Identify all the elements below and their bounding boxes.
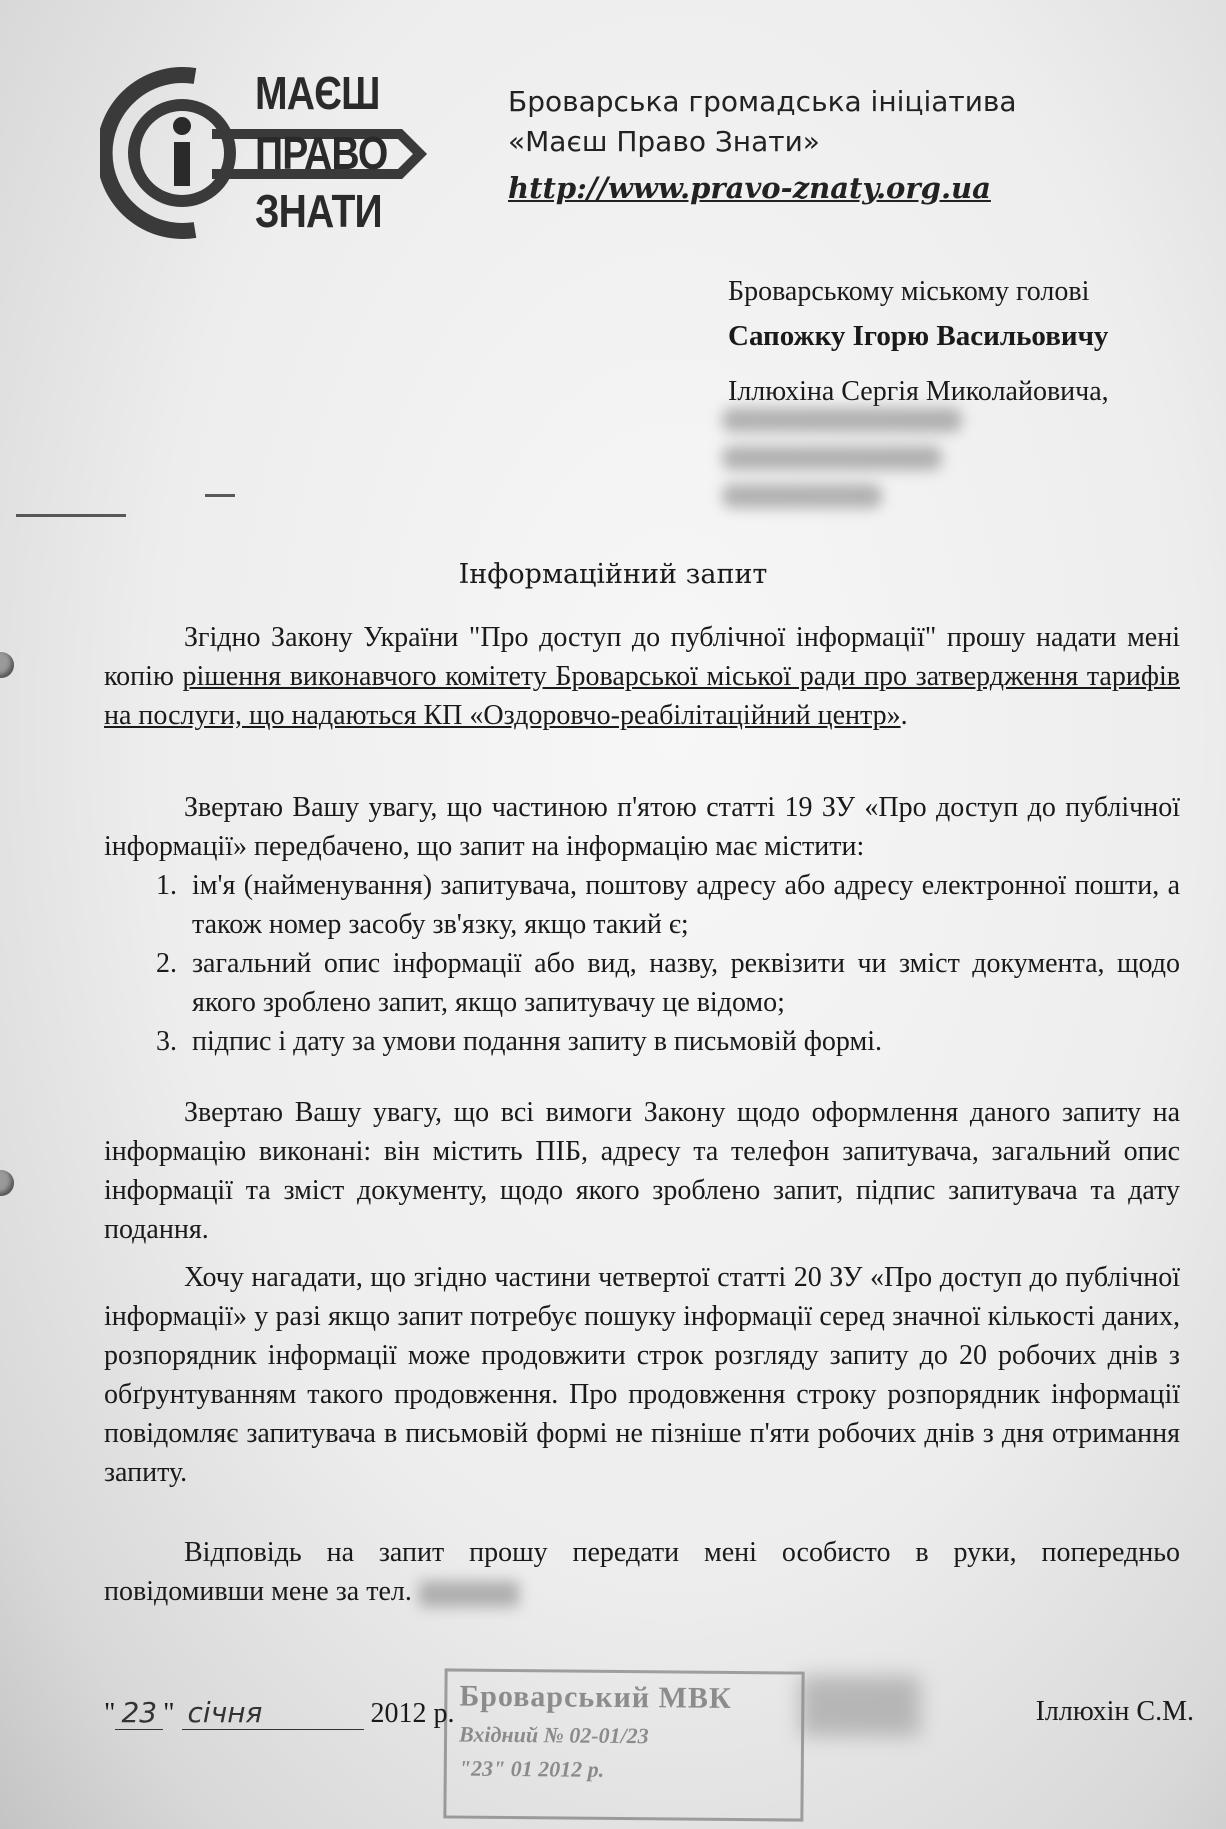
p3-text: Звертаю Вашу увагу, що всі вимоги Закону щодо оформлення даного запиту на інформацію виконані: він містить ПІБ, адресу та телефон запитувача, загальний опис інформації та зміст документу, щодо якого зроблено запит, підпис запитувача та дату подання. — [104, 1097, 1180, 1245]
scan-mark — [205, 494, 235, 497]
date-quote-open: " — [104, 1698, 116, 1729]
org-name-line1: Броварська громадська ініціатива — [508, 85, 1017, 118]
date-day: 23 — [115, 1696, 163, 1730]
list-item: 2. загальний опис інформації або вид, назву, реквізити чи зміст документа, щодо якого зроблено запит, якщо запитувачу це відомо; — [184, 944, 1180, 1022]
stamp-number: Вхідний № 02-01/23 — [458, 1721, 649, 1749]
stamp-title: Броварський МВК — [459, 1679, 732, 1715]
org-website-link[interactable]: http://www.pravo-znaty.org.ua — [508, 171, 991, 205]
date-year: 2012 р. — [370, 1698, 455, 1729]
redacted-address — [722, 408, 962, 522]
requirements-list — [104, 866, 1180, 1061]
addressee-position: Броварському міському голові — [728, 276, 1090, 307]
org-logo — [100, 58, 460, 248]
paragraph-3 — [104, 1093, 1180, 1249]
redacted-phone — [419, 1581, 519, 1607]
paragraph-2 — [104, 788, 1180, 1061]
list-item: 1. ім'я (найменування) запитувача, поштову адресу або адресу електронної пошти, а також номер засобу зв'язку, якщо такий є; — [184, 866, 1180, 944]
redacted-line — [722, 408, 962, 432]
signer-name: Іллюхін С.М. — [1035, 1696, 1194, 1727]
p1-text-a: Згідно Закону України "Про доступ до публічної інформації" прошу надати мені копію — [104, 622, 1180, 692]
addressee-name: Сапожку Ігорю Васильовичу — [728, 320, 1109, 352]
addressee-block — [728, 270, 1109, 414]
stamp-date: "23" 01 2012 р. — [458, 1755, 605, 1782]
registration-stamp — [443, 1668, 804, 1821]
list-item: 3. підпис і дату за умови подання запиту в письмовій формі. — [184, 1022, 1180, 1061]
punch-hole — [0, 652, 14, 678]
p5-text: Відповідь на запит прошу передати мені особисто в руки, попередньо повідомивши мене за тел. — [104, 1537, 1180, 1607]
p1-text-b: . — [900, 700, 908, 731]
letter-date — [104, 1696, 455, 1730]
p2-text: Звертаю Вашу увагу, що частиною п'ятою статті 19 ЗУ «Про доступ до публічної інформації» передбачено, що запит на інформацію має містити: — [104, 792, 1180, 862]
paragraph-4 — [104, 1258, 1180, 1492]
scan-mark — [16, 514, 126, 517]
redacted-line — [722, 446, 942, 470]
logo-word-2: ПРАВО — [255, 127, 388, 179]
p4-text: Хочу нагадати, що згідно частини четвертої статті 20 ЗУ «Про доступ до публічної інформації» у разі якщо запит потребує пошуку інформації серед значної кількості даних, розпорядник інформації може продовжити строк розгляду запиту до 20 робочих днів з обґрунтуванням такого продовження. Про продовження строку розпорядник інформації повідомляє запитувача в письмовій формі не пізніше п'яти робочих днів з дня отримання запиту. — [104, 1262, 1180, 1488]
redacted-line — [722, 484, 882, 508]
org-name-line2: «Маєш Право Знати» — [508, 125, 820, 158]
document-title: Інформаційний запит — [458, 559, 768, 590]
redacted-signature — [800, 1676, 920, 1736]
date-month: січня — [182, 1696, 364, 1730]
logo-word-3: ЗНАТИ — [255, 185, 382, 237]
p1-underlined: рішення виконавчого комітету Броварської міської ради про затвердження тарифів на послуги, що надаються КП «Оздоровчо-реабілітаційний центр» — [104, 661, 1180, 731]
paragraph-1 — [104, 618, 1180, 735]
sender-name: Іллюхіна Сергія Миколайовича, — [728, 376, 1109, 407]
org-header — [508, 82, 1017, 208]
punch-hole — [0, 1170, 14, 1196]
date-quote-close: " — [163, 1698, 175, 1729]
logo-word-1: МАЄШ — [255, 67, 380, 119]
paragraph-5 — [104, 1533, 1180, 1611]
